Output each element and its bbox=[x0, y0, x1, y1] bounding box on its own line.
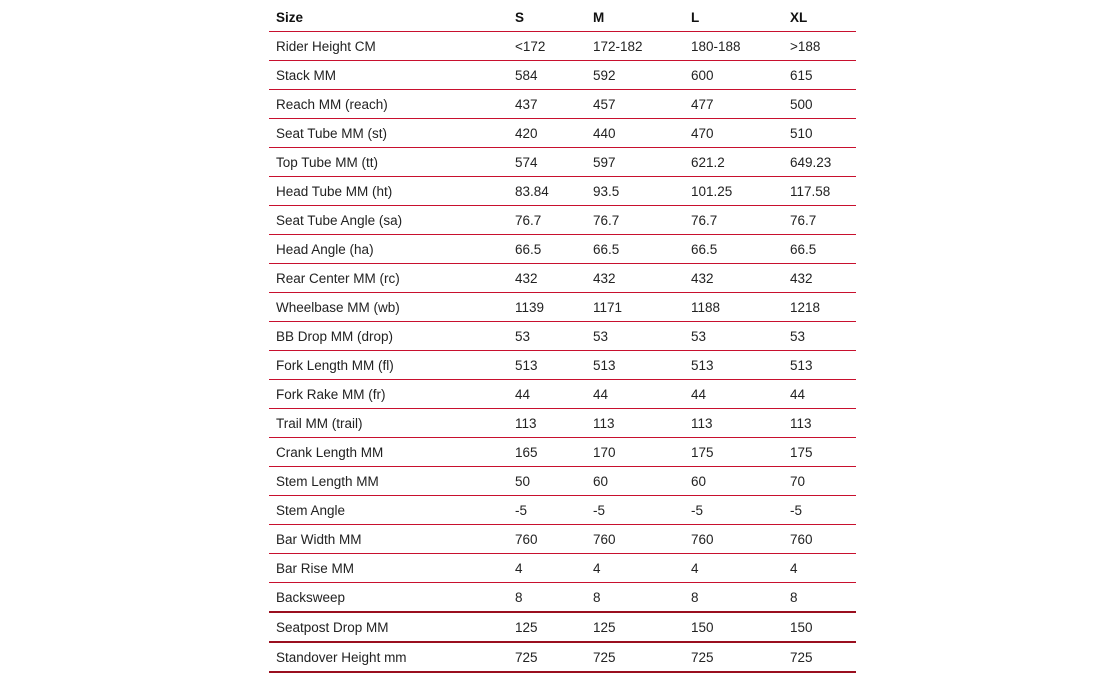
cell-s: 165 bbox=[508, 438, 586, 467]
cell-m: 8 bbox=[586, 583, 684, 613]
table-row bbox=[269, 293, 856, 322]
cell-l: 432 bbox=[684, 264, 783, 293]
cell-s: -5 bbox=[508, 496, 586, 525]
cell-m: 125 bbox=[586, 612, 684, 642]
header-m: M bbox=[586, 3, 684, 32]
cell-m: 513 bbox=[586, 351, 684, 380]
table-row bbox=[269, 380, 856, 409]
cell-xl: 432 bbox=[783, 264, 856, 293]
row-label: Crank Length MM bbox=[269, 438, 508, 467]
cell-l: 760 bbox=[684, 525, 783, 554]
cell-l: 113 bbox=[684, 409, 783, 438]
table-row bbox=[269, 438, 856, 467]
header-size: Size bbox=[269, 3, 508, 32]
cell-m: 172-182 bbox=[586, 32, 684, 61]
cell-m: 170 bbox=[586, 438, 684, 467]
cell-l: 8 bbox=[684, 583, 783, 613]
row-label: Trail MM (trail) bbox=[269, 409, 508, 438]
cell-xl: 1218 bbox=[783, 293, 856, 322]
table-row bbox=[269, 264, 856, 293]
cell-l: 101.25 bbox=[684, 177, 783, 206]
row-label: Stem Length MM bbox=[269, 467, 508, 496]
cell-l: 600 bbox=[684, 61, 783, 90]
cell-s: <172 bbox=[508, 32, 586, 61]
cell-s: 125 bbox=[508, 612, 586, 642]
table-row bbox=[269, 148, 856, 177]
table-row bbox=[269, 409, 856, 438]
table-row bbox=[269, 642, 856, 672]
cell-l: 60 bbox=[684, 467, 783, 496]
cell-s: 584 bbox=[508, 61, 586, 90]
table-row bbox=[269, 612, 856, 642]
table-row bbox=[269, 177, 856, 206]
cell-s: 437 bbox=[508, 90, 586, 119]
cell-l: -5 bbox=[684, 496, 783, 525]
row-label: Rider Height CM bbox=[269, 32, 508, 61]
cell-l: 725 bbox=[684, 642, 783, 672]
geometry-table bbox=[269, 3, 856, 673]
cell-s: 66.5 bbox=[508, 235, 586, 264]
cell-xl: 70 bbox=[783, 467, 856, 496]
table-row bbox=[269, 119, 856, 148]
cell-s: 8 bbox=[508, 583, 586, 613]
cell-l: 470 bbox=[684, 119, 783, 148]
row-label: Reach MM (reach) bbox=[269, 90, 508, 119]
cell-m: 725 bbox=[586, 642, 684, 672]
table-row bbox=[269, 32, 856, 61]
cell-m: 60 bbox=[586, 467, 684, 496]
row-label: Head Angle (ha) bbox=[269, 235, 508, 264]
row-label: Stem Angle bbox=[269, 496, 508, 525]
cell-l: 44 bbox=[684, 380, 783, 409]
cell-m: 76.7 bbox=[586, 206, 684, 235]
cell-l: 66.5 bbox=[684, 235, 783, 264]
cell-xl: 44 bbox=[783, 380, 856, 409]
cell-l: 621.2 bbox=[684, 148, 783, 177]
row-label: Seat Tube Angle (sa) bbox=[269, 206, 508, 235]
row-label: Stack MM bbox=[269, 61, 508, 90]
cell-xl: -5 bbox=[783, 496, 856, 525]
cell-xl: 513 bbox=[783, 351, 856, 380]
cell-m: 113 bbox=[586, 409, 684, 438]
cell-l: 180-188 bbox=[684, 32, 783, 61]
row-label: Bar Rise MM bbox=[269, 554, 508, 583]
table-row bbox=[269, 525, 856, 554]
cell-l: 4 bbox=[684, 554, 783, 583]
cell-xl: 150 bbox=[783, 612, 856, 642]
cell-xl: 8 bbox=[783, 583, 856, 613]
cell-xl: 500 bbox=[783, 90, 856, 119]
row-label: Head Tube MM (ht) bbox=[269, 177, 508, 206]
cell-xl: >188 bbox=[783, 32, 856, 61]
header-s: S bbox=[508, 3, 586, 32]
row-label: Seat Tube MM (st) bbox=[269, 119, 508, 148]
cell-xl: 53 bbox=[783, 322, 856, 351]
table-row bbox=[269, 61, 856, 90]
cell-m: 597 bbox=[586, 148, 684, 177]
cell-s: 1139 bbox=[508, 293, 586, 322]
cell-m: 440 bbox=[586, 119, 684, 148]
cell-s: 4 bbox=[508, 554, 586, 583]
table-row bbox=[269, 554, 856, 583]
row-label: Seatpost Drop MM bbox=[269, 612, 508, 642]
geometry-table-body bbox=[269, 32, 856, 673]
cell-l: 513 bbox=[684, 351, 783, 380]
cell-xl: 113 bbox=[783, 409, 856, 438]
cell-xl: 117.58 bbox=[783, 177, 856, 206]
row-label: BB Drop MM (drop) bbox=[269, 322, 508, 351]
table-row bbox=[269, 235, 856, 264]
cell-xl: 76.7 bbox=[783, 206, 856, 235]
cell-xl: 615 bbox=[783, 61, 856, 90]
cell-xl: 510 bbox=[783, 119, 856, 148]
cell-s: 574 bbox=[508, 148, 586, 177]
table-row bbox=[269, 583, 856, 613]
cell-s: 513 bbox=[508, 351, 586, 380]
table-row bbox=[269, 322, 856, 351]
cell-s: 83.84 bbox=[508, 177, 586, 206]
cell-xl: 760 bbox=[783, 525, 856, 554]
cell-xl: 66.5 bbox=[783, 235, 856, 264]
cell-xl: 725 bbox=[783, 642, 856, 672]
cell-m: 592 bbox=[586, 61, 684, 90]
cell-m: 4 bbox=[586, 554, 684, 583]
cell-l: 1188 bbox=[684, 293, 783, 322]
cell-s: 44 bbox=[508, 380, 586, 409]
table-row bbox=[269, 467, 856, 496]
cell-m: 44 bbox=[586, 380, 684, 409]
row-label: Fork Length MM (fl) bbox=[269, 351, 508, 380]
header-l: L bbox=[684, 3, 783, 32]
row-label: Top Tube MM (tt) bbox=[269, 148, 508, 177]
cell-l: 76.7 bbox=[684, 206, 783, 235]
cell-s: 432 bbox=[508, 264, 586, 293]
cell-m: 66.5 bbox=[586, 235, 684, 264]
cell-s: 76.7 bbox=[508, 206, 586, 235]
cell-s: 760 bbox=[508, 525, 586, 554]
table-row bbox=[269, 206, 856, 235]
table-row bbox=[269, 496, 856, 525]
cell-s: 50 bbox=[508, 467, 586, 496]
cell-s: 53 bbox=[508, 322, 586, 351]
row-label: Bar Width MM bbox=[269, 525, 508, 554]
header-xl: XL bbox=[783, 3, 856, 32]
cell-s: 420 bbox=[508, 119, 586, 148]
cell-l: 477 bbox=[684, 90, 783, 119]
row-label: Rear Center MM (rc) bbox=[269, 264, 508, 293]
cell-l: 53 bbox=[684, 322, 783, 351]
cell-m: 53 bbox=[586, 322, 684, 351]
cell-m: -5 bbox=[586, 496, 684, 525]
table-row bbox=[269, 90, 856, 119]
cell-xl: 649.23 bbox=[783, 148, 856, 177]
cell-l: 150 bbox=[684, 612, 783, 642]
cell-xl: 175 bbox=[783, 438, 856, 467]
cell-m: 93.5 bbox=[586, 177, 684, 206]
cell-s: 725 bbox=[508, 642, 586, 672]
cell-m: 1171 bbox=[586, 293, 684, 322]
row-label: Wheelbase MM (wb) bbox=[269, 293, 508, 322]
geometry-table-header bbox=[269, 3, 856, 32]
header-row bbox=[269, 3, 856, 32]
cell-l: 175 bbox=[684, 438, 783, 467]
row-label: Backsweep bbox=[269, 583, 508, 613]
cell-s: 113 bbox=[508, 409, 586, 438]
row-label: Fork Rake MM (fr) bbox=[269, 380, 508, 409]
table-row bbox=[269, 351, 856, 380]
cell-m: 432 bbox=[586, 264, 684, 293]
cell-m: 457 bbox=[586, 90, 684, 119]
cell-xl: 4 bbox=[783, 554, 856, 583]
row-label: Standover Height mm bbox=[269, 642, 508, 672]
cell-m: 760 bbox=[586, 525, 684, 554]
